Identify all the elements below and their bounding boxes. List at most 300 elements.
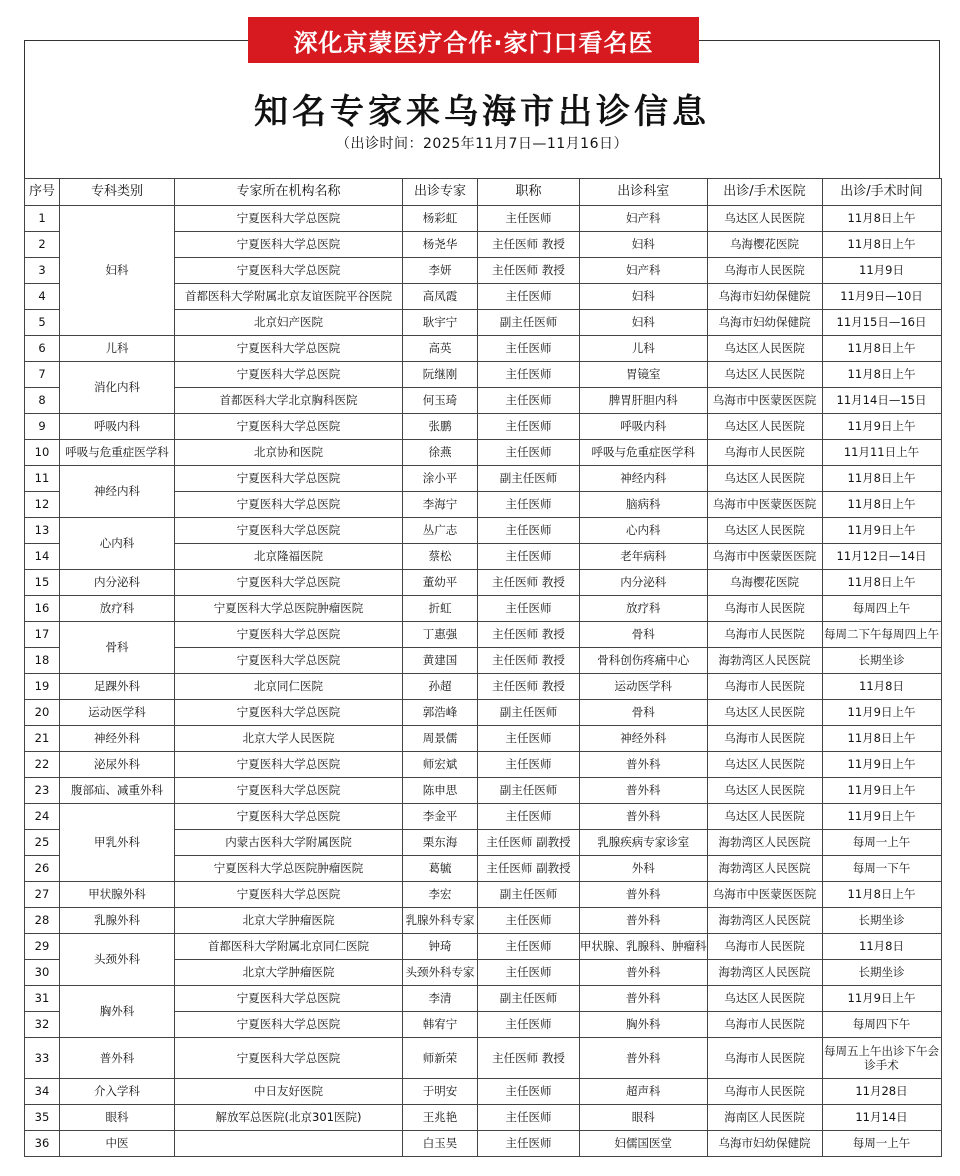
hospital-cell: 乌达区人民医院 (707, 804, 822, 830)
specialty-cell: 乳腺外科 (60, 908, 175, 934)
row-number: 25 (25, 830, 60, 856)
specialty-cell: 甲状腺外科 (60, 882, 175, 908)
time-cell: 11月9日上午 (822, 986, 941, 1012)
time-cell: 11月8日上午 (822, 206, 941, 232)
time-cell: 每周四下午 (822, 1012, 941, 1038)
table-row (25, 700, 942, 726)
table-row (25, 726, 942, 752)
expert-cell: 头颈外科专家 (403, 960, 478, 986)
department-cell: 呼吸内科 (580, 414, 708, 440)
row-number: 4 (25, 284, 60, 310)
specialty-cell: 足踝外科 (60, 674, 175, 700)
header-department: 出诊科室 (580, 179, 708, 206)
row-number: 17 (25, 622, 60, 648)
time-cell: 11月8日上午 (822, 362, 941, 388)
institution-cell: 宁夏医科大学总医院 (175, 622, 403, 648)
institution-cell: 北京协和医院 (175, 440, 403, 466)
institution-cell: 宁夏医科大学总医院 (175, 882, 403, 908)
department-cell: 脑病科 (580, 492, 708, 518)
table-row (25, 570, 942, 596)
time-cell: 每周一上午 (822, 1131, 941, 1157)
expert-cell: 何玉琦 (403, 388, 478, 414)
expert-cell: 韩宥宁 (403, 1012, 478, 1038)
title-cell: 副主任医师 (478, 778, 580, 804)
specialty-cell: 呼吸内科 (60, 414, 175, 440)
specialty-cell: 消化内科 (60, 362, 175, 414)
time-cell: 每周二下午每周四上午 (822, 622, 941, 648)
time-cell: 11月9日上午 (822, 518, 941, 544)
row-number: 22 (25, 752, 60, 778)
expert-cell: 高英 (403, 336, 478, 362)
time-cell: 11月11日上午 (822, 440, 941, 466)
row-number: 5 (25, 310, 60, 336)
department-cell: 胃镜室 (580, 362, 708, 388)
time-cell: 11月9日上午 (822, 804, 941, 830)
row-number: 35 (25, 1105, 60, 1131)
title-cell: 主任医师 (478, 362, 580, 388)
hospital-cell: 海勃湾区人民医院 (707, 830, 822, 856)
institution-cell: 宁夏医科大学总医院肿瘤医院 (175, 856, 403, 882)
time-cell: 11月9日上午 (822, 778, 941, 804)
department-cell: 普外科 (580, 908, 708, 934)
row-number: 27 (25, 882, 60, 908)
institution-cell: 宁夏医科大学总医院 (175, 258, 403, 284)
table-row (25, 934, 942, 960)
row-number: 34 (25, 1079, 60, 1105)
row-number: 3 (25, 258, 60, 284)
hospital-cell: 海南区人民医院 (707, 1105, 822, 1131)
table-row (25, 336, 942, 362)
time-cell: 每周一上午 (822, 830, 941, 856)
title-cell: 主任医师 (478, 518, 580, 544)
expert-cell: 陈申思 (403, 778, 478, 804)
title-cell: 主任医师 教授 (478, 232, 580, 258)
department-cell: 妇科 (580, 232, 708, 258)
department-cell: 心内科 (580, 518, 708, 544)
department-cell: 乳腺疾病专家诊室 (580, 830, 708, 856)
expert-cell: 阮继刚 (403, 362, 478, 388)
institution-cell: 宁夏医科大学总医院 (175, 986, 403, 1012)
institution-cell: 宁夏医科大学总医院 (175, 700, 403, 726)
header-hospital: 出诊/手术医院 (707, 179, 822, 206)
expert-cell: 师新荣 (403, 1038, 478, 1079)
title-cell: 主任医师 副教授 (478, 856, 580, 882)
department-cell: 骨科 (580, 622, 708, 648)
hospital-cell: 乌海市中医蒙医医院 (707, 492, 822, 518)
title-cell: 主任医师 教授 (478, 258, 580, 284)
expert-cell: 蔡松 (403, 544, 478, 570)
department-cell: 普外科 (580, 778, 708, 804)
time-cell: 11月8日上午 (822, 336, 941, 362)
row-number: 30 (25, 960, 60, 986)
hospital-cell: 乌海市人民医院 (707, 258, 822, 284)
title-cell: 主任医师 (478, 596, 580, 622)
table-row (25, 908, 942, 934)
row-number: 11 (25, 466, 60, 492)
table-row (25, 518, 942, 544)
expert-cell: 黄建国 (403, 648, 478, 674)
hospital-cell: 乌达区人民医院 (707, 986, 822, 1012)
title-cell: 副主任医师 (478, 700, 580, 726)
table-row (25, 622, 942, 648)
expert-cell: 栗东海 (403, 830, 478, 856)
institution-cell: 宁夏医科大学总医院 (175, 518, 403, 544)
row-number: 31 (25, 986, 60, 1012)
time-cell: 11月8日上午 (822, 492, 941, 518)
institution-cell: 解放军总医院(北京301医院) (175, 1105, 403, 1131)
time-cell: 11月28日 (822, 1079, 941, 1105)
row-number: 20 (25, 700, 60, 726)
title-cell: 主任医师 教授 (478, 648, 580, 674)
institution-cell: 宁夏医科大学总医院 (175, 570, 403, 596)
department-cell: 脾胃肝胆内科 (580, 388, 708, 414)
table-row (25, 778, 942, 804)
table-row (25, 466, 942, 492)
expert-cell: 李金平 (403, 804, 478, 830)
institution-cell: 宁夏医科大学总医院 (175, 232, 403, 258)
department-cell: 普外科 (580, 882, 708, 908)
row-number: 13 (25, 518, 60, 544)
department-cell: 骨科 (580, 700, 708, 726)
row-number: 6 (25, 336, 60, 362)
specialty-cell: 内分泌科 (60, 570, 175, 596)
specialty-cell: 妇科 (60, 206, 175, 336)
department-cell: 呼吸与危重症医学科 (580, 440, 708, 466)
title-cell: 副主任医师 (478, 882, 580, 908)
table-row (25, 804, 942, 830)
expert-cell: 白玉昊 (403, 1131, 478, 1157)
department-cell: 放疗科 (580, 596, 708, 622)
header-institution: 专家所在机构名称 (175, 179, 403, 206)
specialty-cell: 普外科 (60, 1038, 175, 1079)
time-cell: 11月8日 (822, 674, 941, 700)
time-cell: 11月14日—15日 (822, 388, 941, 414)
hospital-cell: 乌达区人民医院 (707, 362, 822, 388)
row-number: 29 (25, 934, 60, 960)
hospital-cell: 海勃湾区人民医院 (707, 908, 822, 934)
title-cell: 副主任医师 (478, 310, 580, 336)
hospital-cell: 乌海市中医蒙医医院 (707, 882, 822, 908)
hospital-cell: 乌达区人民医院 (707, 206, 822, 232)
time-cell: 每周五上午出诊下午会诊手术 (822, 1038, 941, 1079)
institution-cell: 中日友好医院 (175, 1079, 403, 1105)
institution-cell: 首都医科大学附属北京友谊医院平谷医院 (175, 284, 403, 310)
expert-cell: 孙超 (403, 674, 478, 700)
specialty-cell: 儿科 (60, 336, 175, 362)
row-number: 14 (25, 544, 60, 570)
department-cell: 普外科 (580, 752, 708, 778)
schedule-table (24, 178, 942, 1157)
institution-cell: 内蒙古医科大学附属医院 (175, 830, 403, 856)
specialty-cell: 中医 (60, 1131, 175, 1157)
expert-cell: 张鹏 (403, 414, 478, 440)
hospital-cell: 乌海市妇幼保健院 (707, 1131, 822, 1157)
department-cell: 内分泌科 (580, 570, 708, 596)
time-cell: 长期坐诊 (822, 908, 941, 934)
expert-cell: 钟琦 (403, 934, 478, 960)
department-cell: 妇科 (580, 310, 708, 336)
time-cell: 11月15日—16日 (822, 310, 941, 336)
specialty-cell: 骨科 (60, 622, 175, 674)
time-cell: 11月9日上午 (822, 414, 941, 440)
row-number: 9 (25, 414, 60, 440)
department-cell: 儿科 (580, 336, 708, 362)
specialty-cell: 胸外科 (60, 986, 175, 1038)
time-cell: 长期坐诊 (822, 960, 941, 986)
row-number: 24 (25, 804, 60, 830)
title-cell: 主任医师 (478, 1105, 580, 1131)
institution-cell: 宁夏医科大学总医院 (175, 492, 403, 518)
row-number: 15 (25, 570, 60, 596)
expert-cell: 折虹 (403, 596, 478, 622)
institution-cell: 北京大学肿瘤医院 (175, 908, 403, 934)
institution-cell: 宁夏医科大学总医院 (175, 1012, 403, 1038)
hospital-cell: 乌海市中医蒙医医院 (707, 544, 822, 570)
banner-title: 深化京蒙医疗合作·家门口看名医 (248, 17, 699, 63)
expert-cell: 杨彩虹 (403, 206, 478, 232)
specialty-cell: 心内科 (60, 518, 175, 570)
institution-cell (175, 1131, 403, 1157)
expert-cell: 杨尧华 (403, 232, 478, 258)
institution-cell: 宁夏医科大学总医院 (175, 336, 403, 362)
hospital-cell: 乌达区人民医院 (707, 414, 822, 440)
header-specialty: 专科类别 (60, 179, 175, 206)
department-cell: 老年病科 (580, 544, 708, 570)
department-cell: 妇产科 (580, 206, 708, 232)
row-number: 8 (25, 388, 60, 414)
title-cell: 主任医师 (478, 492, 580, 518)
expert-cell: 葛毓 (403, 856, 478, 882)
hospital-cell: 乌海市人民医院 (707, 596, 822, 622)
title-cell: 主任医师 (478, 544, 580, 570)
hospital-cell: 乌海樱花医院 (707, 232, 822, 258)
department-cell: 普外科 (580, 960, 708, 986)
specialty-cell: 眼科 (60, 1105, 175, 1131)
expert-cell: 王兆艳 (403, 1105, 478, 1131)
time-cell: 11月8日上午 (822, 882, 941, 908)
table-row (25, 882, 942, 908)
table-row (25, 414, 942, 440)
department-cell: 普外科 (580, 804, 708, 830)
hospital-cell: 乌海市妇幼保健院 (707, 284, 822, 310)
row-number: 32 (25, 1012, 60, 1038)
row-number: 7 (25, 362, 60, 388)
table-row (25, 1105, 942, 1131)
hospital-cell: 乌海樱花医院 (707, 570, 822, 596)
institution-cell: 宁夏医科大学总医院 (175, 752, 403, 778)
time-cell: 11月8日上午 (822, 466, 941, 492)
title-cell: 主任医师 (478, 726, 580, 752)
institution-cell: 北京同仁医院 (175, 674, 403, 700)
row-number: 23 (25, 778, 60, 804)
specialty-cell: 呼吸与危重症医学科 (60, 440, 175, 466)
institution-cell: 北京隆福医院 (175, 544, 403, 570)
institution-cell: 宁夏医科大学总医院 (175, 466, 403, 492)
specialty-cell: 神经内科 (60, 466, 175, 518)
expert-cell: 耿宇宁 (403, 310, 478, 336)
row-number: 18 (25, 648, 60, 674)
title-cell: 主任医师 (478, 414, 580, 440)
time-cell: 11月9日—10日 (822, 284, 941, 310)
institution-cell: 宁夏医科大学总医院 (175, 362, 403, 388)
time-cell: 长期坐诊 (822, 648, 941, 674)
table-row (25, 362, 942, 388)
row-number: 36 (25, 1131, 60, 1157)
time-cell: 11月14日 (822, 1105, 941, 1131)
time-cell: 11月9日上午 (822, 700, 941, 726)
row-number: 33 (25, 1038, 60, 1079)
specialty-cell: 运动医学科 (60, 700, 175, 726)
hospital-cell: 乌达区人民医院 (707, 466, 822, 492)
hospital-cell: 海勃湾区人民医院 (707, 856, 822, 882)
institution-cell: 宁夏医科大学总医院肿瘤医院 (175, 596, 403, 622)
expert-cell: 徐燕 (403, 440, 478, 466)
title-cell: 副主任医师 (478, 986, 580, 1012)
page-subtitle: （出诊时间：2025年11月7日—11月16日） (336, 136, 628, 152)
row-number: 2 (25, 232, 60, 258)
hospital-cell: 乌海市人民医院 (707, 934, 822, 960)
title-cell: 主任医师 教授 (478, 622, 580, 648)
institution-cell: 首都医科大学北京胸科医院 (175, 388, 403, 414)
table-row (25, 752, 942, 778)
expert-cell: 师宏斌 (403, 752, 478, 778)
title-cell: 主任医师 (478, 752, 580, 778)
department-cell: 运动医学科 (580, 674, 708, 700)
table-row (25, 596, 942, 622)
row-number: 28 (25, 908, 60, 934)
department-cell: 妇产科 (580, 258, 708, 284)
specialty-cell: 神经外科 (60, 726, 175, 752)
institution-cell: 宁夏医科大学总医院 (175, 1038, 403, 1079)
hospital-cell: 乌海市人民医院 (707, 674, 822, 700)
hospital-cell: 乌海市妇幼保健院 (707, 310, 822, 336)
title-cell: 主任医师 教授 (478, 1038, 580, 1079)
header-no: 序号 (25, 179, 60, 206)
department-cell: 神经外科 (580, 726, 708, 752)
header-title: 职称 (478, 179, 580, 206)
institution-cell: 宁夏医科大学总医院 (175, 206, 403, 232)
specialty-cell: 腹部疝、减重外科 (60, 778, 175, 804)
expert-cell: 乳腺外科专家 (403, 908, 478, 934)
title-cell: 主任医师 (478, 1131, 580, 1157)
hospital-cell: 乌达区人民医院 (707, 778, 822, 804)
hospital-cell: 乌海市人民医院 (707, 1012, 822, 1038)
table-row (25, 206, 942, 232)
department-cell: 胸外科 (580, 1012, 708, 1038)
specialty-cell: 泌尿外科 (60, 752, 175, 778)
title-cell: 主任医师 副教授 (478, 830, 580, 856)
department-cell: 超声科 (580, 1079, 708, 1105)
expert-cell: 丁惠强 (403, 622, 478, 648)
expert-cell: 丛广志 (403, 518, 478, 544)
header-expert: 出诊专家 (403, 179, 478, 206)
hospital-cell: 乌海市人民医院 (707, 726, 822, 752)
department-cell: 普外科 (580, 1038, 708, 1079)
row-number: 26 (25, 856, 60, 882)
title-cell: 主任医师 (478, 1079, 580, 1105)
hospital-cell: 乌海市人民医院 (707, 622, 822, 648)
expert-cell: 郭浩峰 (403, 700, 478, 726)
time-cell: 每周一下午 (822, 856, 941, 882)
row-number: 19 (25, 674, 60, 700)
institution-cell: 首都医科大学附属北京同仁医院 (175, 934, 403, 960)
department-cell: 眼科 (580, 1105, 708, 1131)
table-row (25, 1079, 942, 1105)
hospital-cell: 海勃湾区人民医院 (707, 960, 822, 986)
institution-cell: 宁夏医科大学总医院 (175, 804, 403, 830)
table-header-row (25, 179, 942, 206)
row-number: 12 (25, 492, 60, 518)
expert-cell: 李清 (403, 986, 478, 1012)
institution-cell: 宁夏医科大学总医院 (175, 414, 403, 440)
time-cell: 11月8日上午 (822, 726, 941, 752)
department-cell: 外科 (580, 856, 708, 882)
title-cell: 主任医师 (478, 388, 580, 414)
department-cell: 神经内科 (580, 466, 708, 492)
table-row (25, 440, 942, 466)
institution-cell: 宁夏医科大学总医院 (175, 648, 403, 674)
title-cell: 主任医师 (478, 804, 580, 830)
department-cell: 甲状腺、乳腺科、肿瘤科 (580, 934, 708, 960)
expert-cell: 高凤霞 (403, 284, 478, 310)
hospital-cell: 乌海市人民医院 (707, 1079, 822, 1105)
title-cell: 主任医师 教授 (478, 674, 580, 700)
specialty-cell: 头颈外科 (60, 934, 175, 986)
expert-cell: 李海宁 (403, 492, 478, 518)
title-cell: 主任医师 (478, 440, 580, 466)
institution-cell: 北京大学肿瘤医院 (175, 960, 403, 986)
title-cell: 主任医师 教授 (478, 570, 580, 596)
specialty-cell: 放疗科 (60, 596, 175, 622)
table-row (25, 674, 942, 700)
title-cell: 主任医师 (478, 908, 580, 934)
table-row (25, 1131, 942, 1157)
expert-cell: 董幼平 (403, 570, 478, 596)
title-cell: 主任医师 (478, 336, 580, 362)
title-cell: 副主任医师 (478, 466, 580, 492)
hospital-cell: 乌达区人民医院 (707, 518, 822, 544)
title-cell: 主任医师 (478, 960, 580, 986)
row-number: 10 (25, 440, 60, 466)
department-cell: 普外科 (580, 986, 708, 1012)
title-cell: 主任医师 (478, 1012, 580, 1038)
page-title: 知名专家来乌海市出诊信息 (254, 92, 710, 132)
hospital-cell: 海勃湾区人民医院 (707, 648, 822, 674)
hospital-cell: 乌海市人民医院 (707, 1038, 822, 1079)
department-cell: 妇儒国医堂 (580, 1131, 708, 1157)
time-cell: 11月9日上午 (822, 752, 941, 778)
table-row (25, 986, 942, 1012)
header-time: 出诊/手术时间 (822, 179, 941, 206)
department-cell: 骨科创伤疼痛中心 (580, 648, 708, 674)
hospital-cell: 乌达区人民医院 (707, 752, 822, 778)
time-cell: 11月12日—14日 (822, 544, 941, 570)
time-cell: 11月8日上午 (822, 570, 941, 596)
expert-cell: 李宏 (403, 882, 478, 908)
expert-cell: 李妍 (403, 258, 478, 284)
expert-cell: 周景儒 (403, 726, 478, 752)
row-number: 16 (25, 596, 60, 622)
time-cell: 11月8日 (822, 934, 941, 960)
row-number: 21 (25, 726, 60, 752)
institution-cell: 北京大学人民医院 (175, 726, 403, 752)
row-number: 1 (25, 206, 60, 232)
institution-cell: 宁夏医科大学总医院 (175, 778, 403, 804)
time-cell: 11月9日 (822, 258, 941, 284)
hospital-cell: 乌海市人民医院 (707, 440, 822, 466)
time-cell: 每周四上午 (822, 596, 941, 622)
table-row (25, 1038, 942, 1079)
